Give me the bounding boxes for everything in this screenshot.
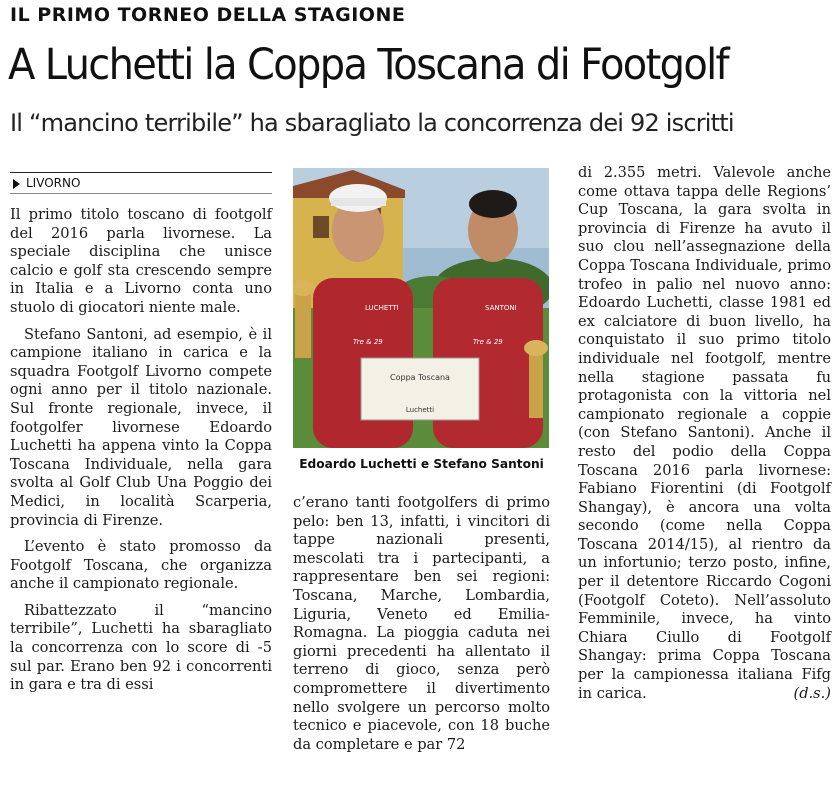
signature: (d.s.) xyxy=(793,684,831,702)
check-text: Coppa Toscana xyxy=(390,373,450,382)
paragraph: c’erano tanti footgolfers di primo pelo: ben 13, infatti, i vincitori di tappe nazionali presenti, mescolati tra i partecipanti, a rappresentare ben sei regioni: Toscana, Marche, Lombardia, Liguria, Veneto ed Emilia-Romagna. La pioggia caduta nei giorni precedenti ha allentato il terreno di gioco, senza però compromettere il divertimento nello svolgere un percorso molto tecnico e piacevole, con 18 buche da completare e par 72 xyxy=(293,494,550,753)
headline: A Luchetti la Coppa Toscana di Footgolf xyxy=(8,40,728,90)
paragraph: Stefano Santoni, ad esempio, è il campione italiano in carica e la squadra Footgolf Livorno compete ogni anno per il titolo nazionale. Sul fronte regionale, invece, il footgolfer livornese Edoardo Luchetti ha appena vinto la Coppa Toscana Individuale, nella gara svolta al Golf Club Una Poggio dei Medici, in località Scarperia, provincia di Firenze. xyxy=(10,325,272,529)
paragraph xyxy=(578,164,831,703)
shirt-number-left: Tre & 29 xyxy=(353,338,383,346)
shirt-text-left: LUCHETTI xyxy=(365,304,399,312)
photo-caption: Edoardo Luchetti e Stefano Santoni xyxy=(299,457,544,471)
shirt-number-right: Tre & 29 xyxy=(473,338,503,346)
dateline-bar xyxy=(10,172,272,194)
kicker: IL PRIMO TORNEO DELLA STAGIONE xyxy=(10,4,406,26)
column-2 xyxy=(293,494,550,754)
dateline: LIVORNO xyxy=(26,176,81,190)
paragraph: Il primo titolo toscano di footgolf del 2016 parla livornese. La speciale disciplina che unisce calcio e golf sta crescendo sempre in Italia e a Livorno conta uno stuolo di giocatori niente male. xyxy=(10,206,272,316)
col3-text: di 2.355 metri. Valevole anche come ottava tappa delle Regions’ Cup Toscana, la gara svolta in provincia di Firenze ha avuto il suo clou nell’assegnazione della Coppa Toscana Individuale, primo trofeo in palio nel nuovo anno: Edoardo Luchetti, classe 1981 ed ex calciatore di buon livello, ha conquistato il suo primo titolo individuale nel footgolf, mentre nella stagione passata fu protagonista con la vittoria nel campionato regionale a coppie (con Stefano Santoni). Anche il resto del podio della Coppa Toscana 2016 parla livornese: Fabiano Fiorentini (di Footgolf Shangay), è ancora una volta secondo (come nella Coppa Toscana 2014/15), al rientro da un infortunio; terzo posto, infine, per il detentore Riccardo Cogoni (Footgolf Coteto). Nell’assoluto Femminile, invece, ha vinto Chiara Ciullo di Footgolf Shangay: prima Coppa Toscana per la campionessa italiana Fifg in carica. xyxy=(578,164,831,702)
column-3 xyxy=(578,164,831,703)
arrow-icon xyxy=(13,179,20,189)
shirt-text-right: SANTONI xyxy=(485,304,517,312)
photo xyxy=(293,168,549,448)
paragraph: Ribattezzato il “mancino terribile”, Luchetti ha sbaragliato la concorrenza con lo score di -5 sul par. Erano ben 92 i concorrenti in gara e tra di essi xyxy=(10,601,272,694)
check-name: Luchetti xyxy=(405,406,435,414)
subheadline: Il “mancino terribile” ha sbaragliato la concorrenza dei 92 iscritti xyxy=(10,109,734,137)
column-1 xyxy=(10,206,272,695)
paragraph: L’evento è stato promosso da Footgolf Toscana, che organizza anche il campionato regionale. xyxy=(10,538,272,593)
